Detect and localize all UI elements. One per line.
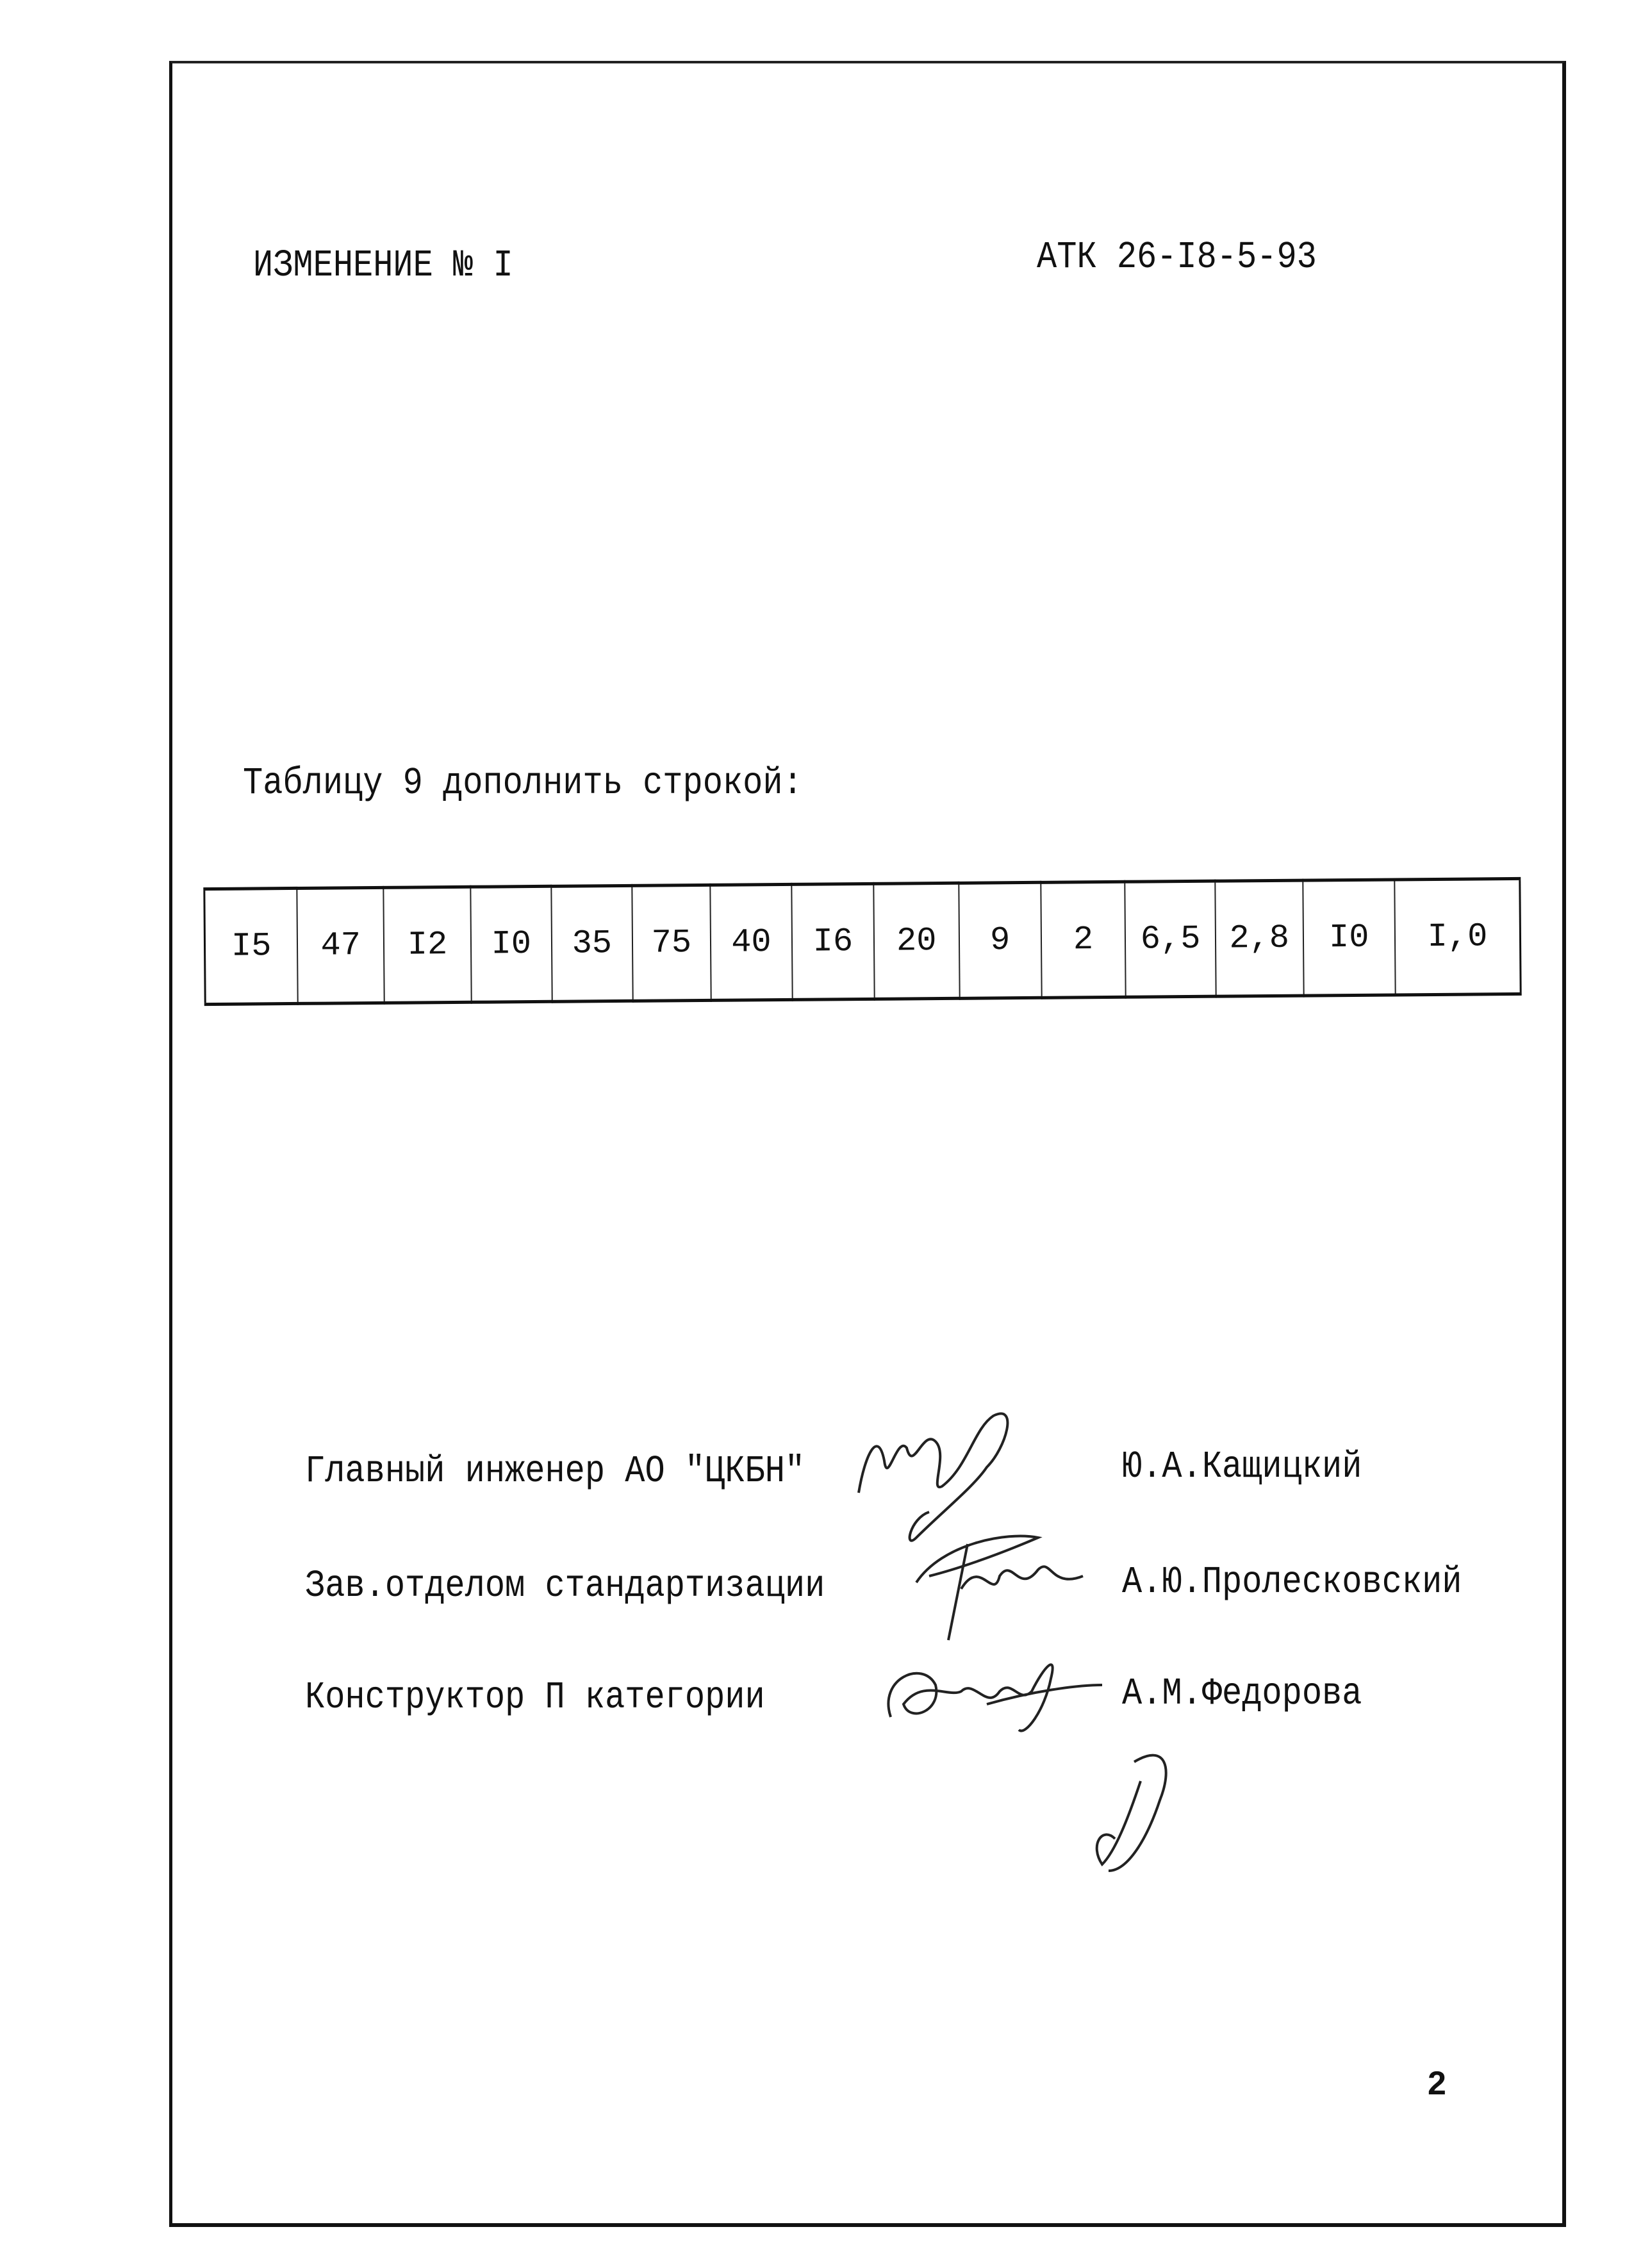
signatory-role: Главный инженер АО "ЦКБН" [305, 1449, 805, 1493]
signatory-name: А.Ю.Пролесковский [1122, 1560, 1462, 1604]
change-title: ИЗМЕНЕНИЕ № I [253, 243, 513, 288]
document-code: АТК 26-I8-5-93 [1037, 235, 1317, 279]
table-cell: 9 [959, 882, 1041, 998]
signature-3 [871, 1640, 1115, 1743]
signatory-name: А.М.Федорова [1122, 1672, 1362, 1716]
table-cell: 47 [297, 887, 384, 1003]
table-cell: 2,8 [1215, 880, 1303, 996]
page-number: 2 [1428, 2065, 1446, 2102]
table-cell: I,0 [1394, 878, 1521, 995]
signature-2 [891, 1518, 1102, 1647]
table-cell: I6 [791, 883, 874, 999]
page-border [169, 61, 1566, 2227]
table-9-added-row [203, 877, 1521, 1006]
table-row [204, 878, 1521, 1004]
handwritten-mark [1077, 1743, 1192, 1884]
table-cell: 20 [873, 883, 959, 999]
table-cell: I5 [204, 888, 298, 1004]
table-cell: 40 [710, 884, 792, 1000]
table-cell: 2 [1041, 882, 1126, 998]
table-cell: I0 [470, 886, 552, 1002]
table-cell: 6,5 [1125, 881, 1216, 997]
table-cell: 35 [551, 885, 632, 1001]
table-cell: I2 [383, 887, 471, 1003]
signatory-role: Конструктор П категории [305, 1675, 765, 1720]
instruction-text: Таблицу 9 дополнить строкой: [243, 761, 803, 805]
table-cell: I0 [1303, 880, 1396, 996]
signatory-role: Зав.отделом стандартизации [305, 1564, 825, 1608]
signatory-name: Ю.А.Кащицкий [1122, 1445, 1362, 1489]
table-cell: 75 [632, 885, 711, 1001]
